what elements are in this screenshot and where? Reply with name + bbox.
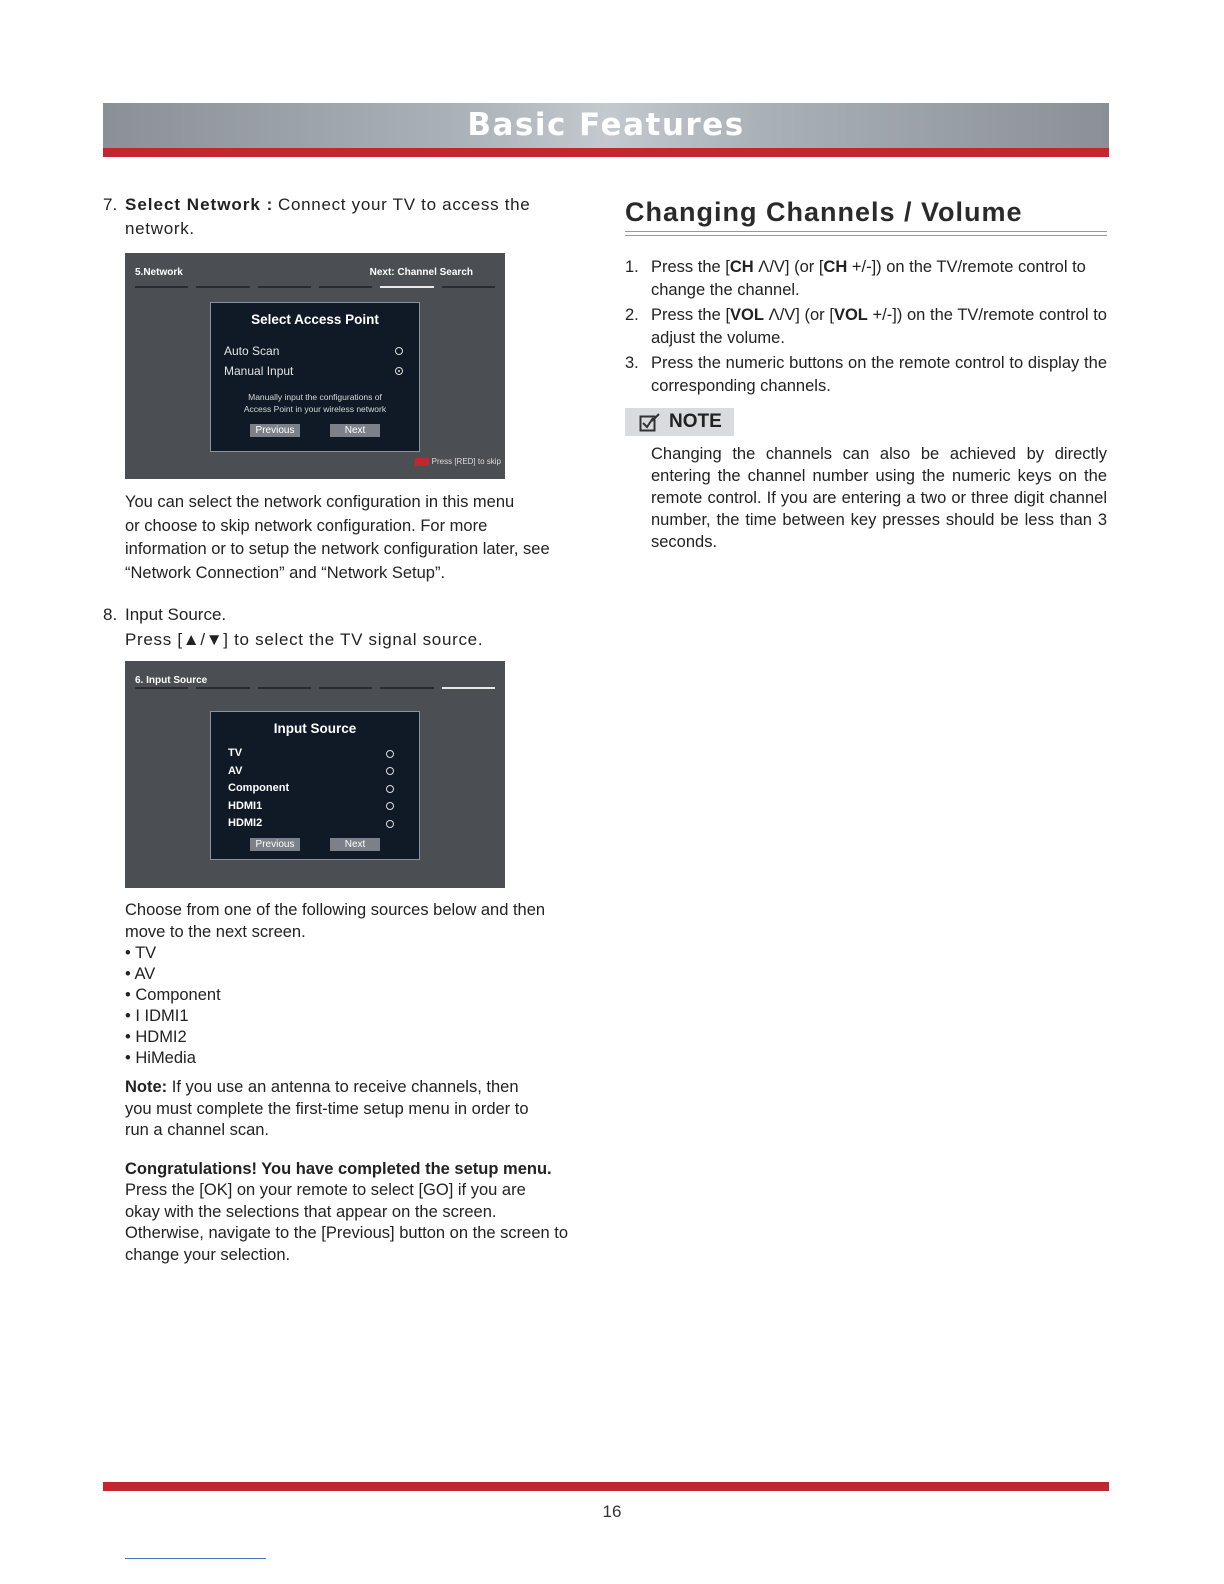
step-7-body [125, 193, 603, 241]
network-menu-next-label: Next: Channel Search [369, 267, 473, 278]
network-paragraph [125, 491, 603, 585]
antenna-note [125, 1077, 603, 1142]
note-line: run a channel scan. [125, 1121, 270, 1139]
dialog-buttons [211, 424, 419, 437]
progress-tab [319, 687, 372, 689]
footer-red-rule [103, 1482, 1109, 1491]
progress-tab [258, 286, 311, 288]
header-bar [103, 103, 1109, 148]
step-7 [103, 193, 603, 241]
note-badge [625, 408, 734, 436]
radio-icon [386, 820, 394, 828]
progress-tab [135, 286, 188, 288]
left-column [103, 193, 603, 1266]
step-7-number: 7. [103, 195, 118, 214]
list-item: • Component [125, 986, 221, 1004]
note-label: NOTE [669, 411, 722, 432]
radio-selected-icon [395, 367, 403, 375]
progress-tab [380, 687, 433, 689]
step-body: Press the numeric buttons on the remote control to display the corresponding channels. [651, 354, 1107, 395]
dialog-title: Input Source [273, 721, 357, 736]
network-menu-progress-tabs [135, 286, 495, 288]
option-label: TV [228, 747, 243, 759]
radio-icon [386, 785, 394, 793]
input-option-hdmi1 [211, 798, 419, 816]
input-source-dialog [210, 711, 420, 860]
skip-hint [415, 457, 501, 466]
list-item: • TV [125, 944, 157, 962]
choose-paragraph [125, 900, 603, 943]
text-line: move to the next screen. [125, 922, 306, 941]
option-label: HDMI2 [228, 817, 263, 829]
text-line: information or to setup the network configuration later, see [125, 540, 550, 558]
step-text: Λ/V] (or [ [753, 258, 824, 276]
progress-tab [196, 286, 249, 288]
step-text: +/-]) on the TV/remote control to adjust the volume. [651, 306, 1107, 347]
step-8-title: Input Source. [125, 605, 227, 624]
step-7-title: Select Network : [125, 195, 274, 214]
input-option-component [211, 780, 419, 798]
option-label: AV [228, 764, 243, 777]
step-number: 3. [625, 354, 639, 372]
key-ch: CH [823, 258, 848, 276]
channel-step-3 [625, 352, 1107, 398]
key-ch: CH [729, 258, 754, 276]
step-text: Press the [ [651, 306, 731, 324]
radio-icon [386, 750, 394, 758]
radio-icon [386, 802, 394, 810]
text-line: “Network Connection” and “Network Setup”. [125, 563, 446, 582]
desc-line: Access Point in your wireless network [243, 404, 387, 414]
progress-tab [319, 286, 372, 288]
page-header-title: Basic Features [467, 107, 745, 143]
right-column [625, 193, 1107, 553]
desc-line: Manually input the configurations of [248, 392, 382, 402]
list-item: • HiMedia [125, 1049, 196, 1067]
step-7-text: Connect your TV to access the network. [125, 195, 531, 238]
step-number: 2. [625, 306, 639, 324]
text-line [125, 1077, 603, 1099]
next-button: Next [330, 838, 380, 851]
option-label: Component [228, 782, 290, 794]
note-body: Changing the channels can also be achieved by directly entering the channel number using the numeric keys on the remote control. If you are entering a two or three digit channel number, the time between key presses should be less than 3 seconds. [651, 445, 1107, 551]
input-option-av [211, 763, 419, 781]
network-menu-screenshot [125, 253, 505, 479]
input-option-tv [211, 745, 419, 763]
dialog-title: Select Access Point [251, 312, 379, 327]
progress-tab [135, 687, 188, 689]
input-menu-progress-tabs [135, 687, 495, 689]
text-line: or choose to skip network configuration. For more [125, 516, 488, 535]
checkbox-pencil-icon [639, 412, 661, 432]
step-8-body [125, 603, 603, 652]
text-line: You can select the network configuration in this menu [125, 493, 515, 511]
key-vol: VOL [833, 306, 868, 324]
channel-step-1 [625, 256, 1107, 302]
option-label: Manual Input [224, 364, 294, 378]
network-menu-topbar [135, 267, 495, 278]
option-label: Auto Scan [224, 344, 280, 358]
step-number: 1. [625, 258, 639, 276]
step-8-press-line: Press [▲/▼] to select the TV signal source. [125, 630, 484, 649]
option-auto-scan [211, 341, 419, 361]
text-line: Choose from one of the following sources below and then [125, 901, 546, 919]
previous-button: Previous [250, 838, 300, 851]
text-line: change your selection. [125, 1245, 291, 1264]
radio-icon [395, 347, 403, 355]
radio-icon [386, 767, 394, 775]
progress-tab [196, 687, 249, 689]
list-item: • AV [125, 965, 156, 983]
section-title: Changing Channels / Volume [625, 197, 1023, 227]
note-line: If you use an antenna to receive channels, then [171, 1078, 519, 1096]
note-line: you must complete the first-time setup menu in order to [125, 1099, 529, 1118]
select-access-point-dialog [210, 302, 420, 452]
step-body [651, 256, 1107, 302]
congrats-paragraph [125, 1159, 603, 1267]
skip-hint-text: Press [RED] to skip [431, 457, 501, 466]
progress-tab-active [380, 286, 433, 288]
footer-link-underline [125, 1558, 266, 1559]
previous-button: Previous [250, 424, 300, 437]
red-key-icon [415, 458, 429, 466]
input-menu-step-label: 6. Input Source [135, 675, 208, 686]
progress-tab [258, 687, 311, 689]
text-line: Press the [OK] on your remote to select [GO] if you are [125, 1181, 526, 1199]
step-text: Press the [ [651, 258, 730, 276]
step-body [651, 304, 1107, 350]
page-number: 16 [602, 1502, 622, 1521]
progress-tab-active [442, 687, 495, 689]
dialog-description [211, 391, 419, 415]
dialog-buttons [211, 838, 419, 851]
step-8 [103, 603, 603, 652]
step-text: +/-]) on the TV/remote control to change the channel. [651, 258, 1086, 299]
source-bullet-list [125, 943, 603, 1069]
key-vol: VOL [730, 306, 764, 324]
note-label: Note: [125, 1078, 168, 1096]
list-item: • HDMI2 [125, 1028, 187, 1046]
header-red-rule [103, 148, 1109, 157]
step-8-number: 8. [103, 605, 118, 624]
input-source-screenshot [125, 661, 505, 888]
channel-step-2 [625, 304, 1107, 350]
option-manual-input [211, 361, 419, 381]
text-line: okay with the selections that appear on the screen. [125, 1202, 497, 1221]
input-option-hdmi2 [211, 815, 419, 833]
list-item: • I IDMI1 [125, 1007, 189, 1025]
option-label: HDMI1 [228, 799, 263, 812]
congrats-title: Congratulations! You have completed the setup menu. [125, 1159, 552, 1178]
network-menu-step-label: 5.Network [135, 267, 183, 278]
next-button: Next [330, 424, 380, 437]
progress-tab [442, 286, 495, 288]
text-line: Otherwise, navigate to the [Previous] button on the screen to [125, 1224, 569, 1242]
step-text: Λ/V] (or [ [763, 306, 834, 324]
input-menu-topbar [135, 675, 495, 686]
